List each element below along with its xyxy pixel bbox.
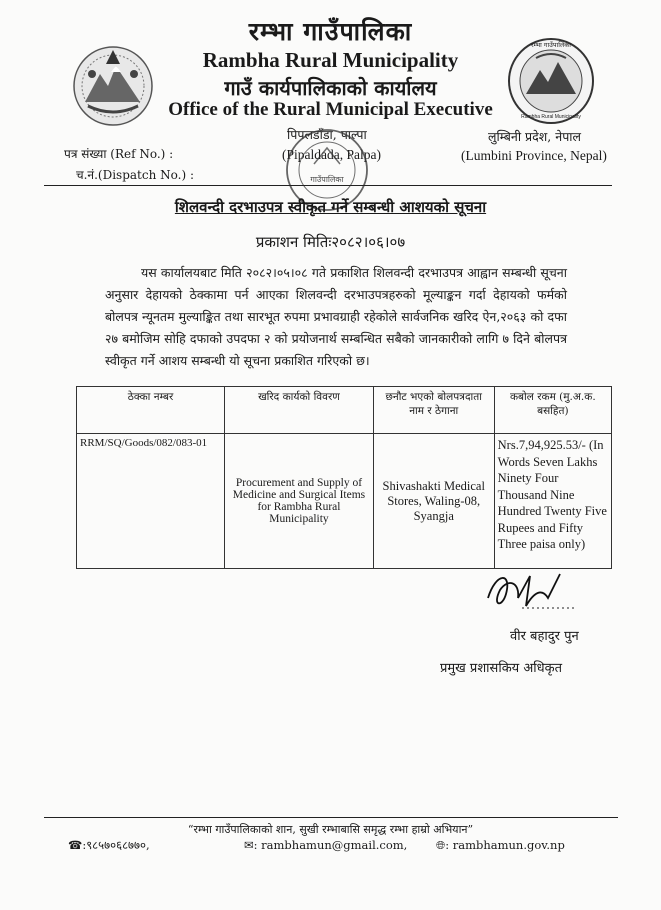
email-address: : rambhamun@gmail.com,: [253, 838, 408, 852]
description-cell: Procurement and Supply of Medicine and Surgical Items for Rambha Rural Municipality: [225, 434, 374, 569]
header-bidder: छनौट भएको बोलपत्रदाता नाम र ठेगाना: [373, 387, 494, 434]
header-amount: कबोल रकम (मु.अ.क. बसहित): [494, 387, 611, 434]
footer-email: [244, 838, 407, 852]
municipality-logo-text: रम्भा गाउँपालिका: [531, 41, 571, 49]
publication-date: प्रकाशन मितिः२०८२।०६।०७: [255, 233, 406, 251]
footer-phone: [68, 838, 150, 853]
province-english: (Lumbini Province, Nepal): [461, 148, 607, 163]
website-address: : rambhamun.gov.np: [445, 838, 565, 852]
table-row: [77, 434, 612, 569]
phone-number: :९८५७०६८७७०,: [82, 838, 150, 852]
seal-text: गाउँपालिका: [310, 175, 344, 184]
location-english: (Pipaldada, Palpa): [282, 147, 381, 162]
header-contract-number: ठेक्का नम्बर: [77, 387, 225, 434]
footer-slogan: “रम्भा गाउँपालिकाको शान, सुखी रम्भाबासि समृद्ध रम्भा हाम्रो अभियान”: [187, 823, 474, 836]
email-icon: ✉: [244, 838, 254, 852]
municipality-name-nepali: रम्भा गाउँपालिका: [248, 17, 413, 46]
amount-cell: Nrs.7,94,925.53/- (In Words Seven Lakhs Ninety Four Thousand Nine Hundred Twenty Five Rupees and Fifty Three paisa only): [494, 434, 611, 569]
dispatch-number-label: च.नं.(Dispatch No.) :: [76, 168, 194, 182]
municipality-name-english: Rambha Rural Municipality: [202, 48, 459, 72]
office-name-english: Office of the Rural Municipal Executive: [168, 99, 493, 120]
footer-divider: [44, 817, 618, 818]
footer-website: [436, 838, 565, 853]
header-divider: [44, 185, 612, 186]
notice-body: यस कार्यालयबाट मिति २०८२।०५।०८ गते प्रकाशित शिलवन्दी दरभाउपत्र आह्वान सम्बन्धी सूचना अनुसार देहायको ठेक्कामा पर्न आएका शिलवन्दी दरभाउपत्रहरुको मूल्याङ्कन गर्दा देहायको फर्मको बोलपत्र न्यूनतम मुल्याङ्कित तथा सारभूत रुपमा प्रभावग्राही रहेकोले सार्वजनिक खरिद ऐन,२०६३ को दफा २७ बमोजिम सोहि दफाको उपदफा २ को प्रयोजनार्थ सम्बन्धित सबैको जानकारीको लागि ७ दिने बोलपत्र स्वीकृत गर्ने आशय सम्बन्धी यो सूचना प्रकाशित गरिएको छ।: [105, 265, 567, 368]
contract-number-cell: RRM/SQ/Goods/082/083-01: [77, 434, 225, 569]
header-description: खरिद कार्यको विवरण: [225, 387, 374, 434]
office-name-nepali: गाउँ कार्यपालिकाको कार्यालय: [224, 76, 437, 100]
signatory-name: वीर बहादुर पुन: [510, 629, 579, 644]
phone-icon: ☎: [68, 838, 83, 852]
notice-subject-text: शिलवन्दी दरभाउपत्र स्वीकृत गर्ने सम्बन्धी आशयको सूचना: [174, 198, 487, 216]
location-nepali: पिपलडाँडा, पाल्पा: [287, 127, 367, 142]
tender-table: [76, 386, 612, 569]
signature-image: [478, 568, 578, 616]
notice-subject: [0, 197, 661, 217]
municipality-logo-subtext: Rambha Rural Municipality: [521, 114, 581, 120]
ref-number-label: पत्र संख्या (Ref No.) :: [64, 147, 174, 161]
signatory-title: प्रमुख प्रशासकिय अधिकृत: [440, 661, 563, 676]
globe-icon: 🌐︎: [436, 838, 446, 852]
bidder-cell: Shivashakti Medical Stores, Waling-08, Syangja: [373, 434, 494, 569]
province-nepali: लुम्बिनी प्रदेश, नेपाल: [488, 129, 582, 144]
table-header-row: [77, 387, 612, 434]
